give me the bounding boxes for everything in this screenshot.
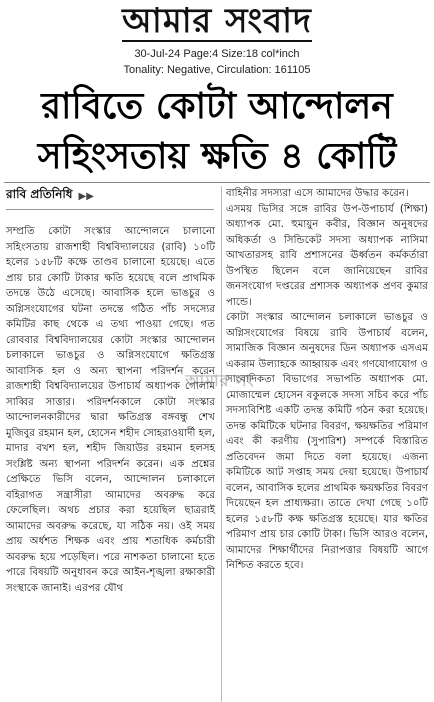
masthead-title: আমার সংবাদ [122, 1, 312, 41]
headline-line-2: সহিংসতায় ক্ষতি ৪ কোটি [37, 136, 397, 177]
byline-arrows-icon: ▶▶ [78, 190, 94, 202]
headline-line-1: রাবিতে কোটা আন্দোলন [41, 86, 393, 127]
byline-text: রাবি প্রতিনিধি [6, 187, 73, 201]
clipping-meta-date: 30-Jul-24 Page:4 Size:18 col*inch [134, 48, 300, 60]
article-paragraph: কোটা সংস্কার আন্দোলন চলাকালে ভাঙচুর ও অগ্নিসংযোগের বিষয়ে রাবি উপাচার্য বলেন, সামাজিক বিজ্ঞান অনুষদের ডিন অধ্যাপক এসএম একরাম উল্যাহকে আহ্বায়ক এবং গণযোগাযোগ ও সাংবাদিকতা বিভাগের সভাপতি অধ্যাপক মো. মোজাম্মেল হোসেন বকুলকে সদস্য সচিব করে পাঁচ সদস্যবিশিষ্ট একটি তদন্ত কমিটি গঠন করা হয়েছে। তদন্ত কমিটিকে ঘটনার বিবরণ, ক্ষয়ক্ষতির পরিমাণ এবং কী করণীয় (সুপারিশ) সম্পর্কে বিস্তারিত প্রতিবেদন জমা দিতে বলা হয়েছে। এজন্য কমিটিকে আট সপ্তাহ সময় দেয়া হয়েছে। উপাচার্য বলেন, আবাসিক হলের প্রাথমিক ক্ষয়ক্ষতির বিবরণ দিয়েছেন হল প্রাধ্যক্ষরা। তাতে দেখা গেছে ১০টি হলের ১৫৮টি কক্ষ ক্ষতিগ্রস্ত হয়েছে। যার ক্ষতির পরিমাণ প্রায় চার কোটি টাকা। ভিসি আরও বলেন, আমাদের শিক্ষার্থীদের নিরাপত্তার বিষয়টি আগে নিশ্চিত করতে হবে। [226, 312, 428, 571]
newspaper-masthead [0, 0, 434, 44]
newspaper-watermark: আমার সং [185, 371, 255, 390]
headline-divider [4, 182, 430, 183]
column-divider [221, 186, 222, 702]
article-paragraph: সম্প্রতি কোটা সংস্কার আন্দোলনে চালানো সহিংসতায় রাজশাহী বিশ্ববিদ্যালয়ের (রাবি) ১০টি হলের ১৫৮টি কক্ষে তাণ্ডব চালানো হয়েছে। এতে প্রায় চার কোটি টাকার ক্ষতি হয়েছে বলে প্রাথমিক তদন্তে উঠে এসেছে। আবাসিক হলে ভাঙচুর ও অগ্নিসংযোগের ঘটনা তদন্তে গঠিত পাঁচ সদস্যের কমিটির কাছ থেকে এ তথ্য পাওয়া গেছে। গত রোববার বিশ্ববিদ্যালয়ের কোটা সংস্কার আন্দোলন চলাকালে ভাঙচুর ও অগ্নিসংযোগে ক্ষতিগ্রস্ত আবাসিক হল ও অন্য স্থাপনা পরিদর্শন করেন রাজশাহী বিশ্ববিদ্যালয়ের উপাচার্য অধ্যাপক গোলাম সাব্বির সাত্তার। পরিদর্শনকালে কোটা সংস্কার আন্দোলনকারীদের দ্বারা ক্ষতিগ্রস্ত বঙ্গবন্ধু শেখ মুজিবুর রহমান হল, হোসেন শহীদ সোহরাওয়ার্দী হল, মাদার বখশ হল, শহীদ জিয়াউর রহমান হলসহ সংশ্লিষ্ট অন্য স্থাপনা পরিদর্শন করেন। এক প্রশ্নের প্রেক্ষিতে ভিসি বলেন, আন্দোলন চলাকালে বহিরাগত সন্ত্রাসীরা আমাদের অবরুদ্ধ করে ফেলেছিল। অথচ প্রচার করা হয়েছিল ছাত্ররাই আমাদের অবরুদ্ধ করেছে, যা সঠিক নয়। ওই সময় প্রায় অর্ধশত শিক্ষক এবং প্রায় শতাধিক কর্মচারী অবরুদ্ধ হয়ে পড়েছিল। পরে নাশকতা চালানো হতে পারে বিষয়টি অনুধাবন করে আইন-শৃঙ্খলা রক্ষাকারী সংস্থাকে জানাই। এরপর যৌথ [6, 226, 215, 594]
byline [6, 186, 216, 206]
article-paragraph: বাহিনীর সদস্যরা এসে আমাদের উদ্ধার করেন। [226, 188, 409, 199]
article-left-column [6, 224, 215, 596]
byline-divider [6, 209, 214, 210]
clipping-meta-tonality: Tonality: Negative, Circulation: 161105 [123, 64, 311, 76]
article-paragraph: এসময় ভিসির সঙ্গে রাবির উপ-উপাচার্য (শিক্ষা) অধ্যাপক মো. হুমায়ুন কবীর, বিজ্ঞান অনুষদের অধিকর্তা ও সিন্ডিকেট সদস্য অধ্যাপক নাসিমা আখতারসহ রাবি প্রশাসনের ঊর্ধ্বতন কর্মকর্তারা উপস্থিত ছিলেন বলে জানিয়েছেন রাবির জনসংযোগ দপ্তরের প্রশাসক অধ্যাপক প্রণব কুমার পান্ডে। [226, 203, 428, 308]
